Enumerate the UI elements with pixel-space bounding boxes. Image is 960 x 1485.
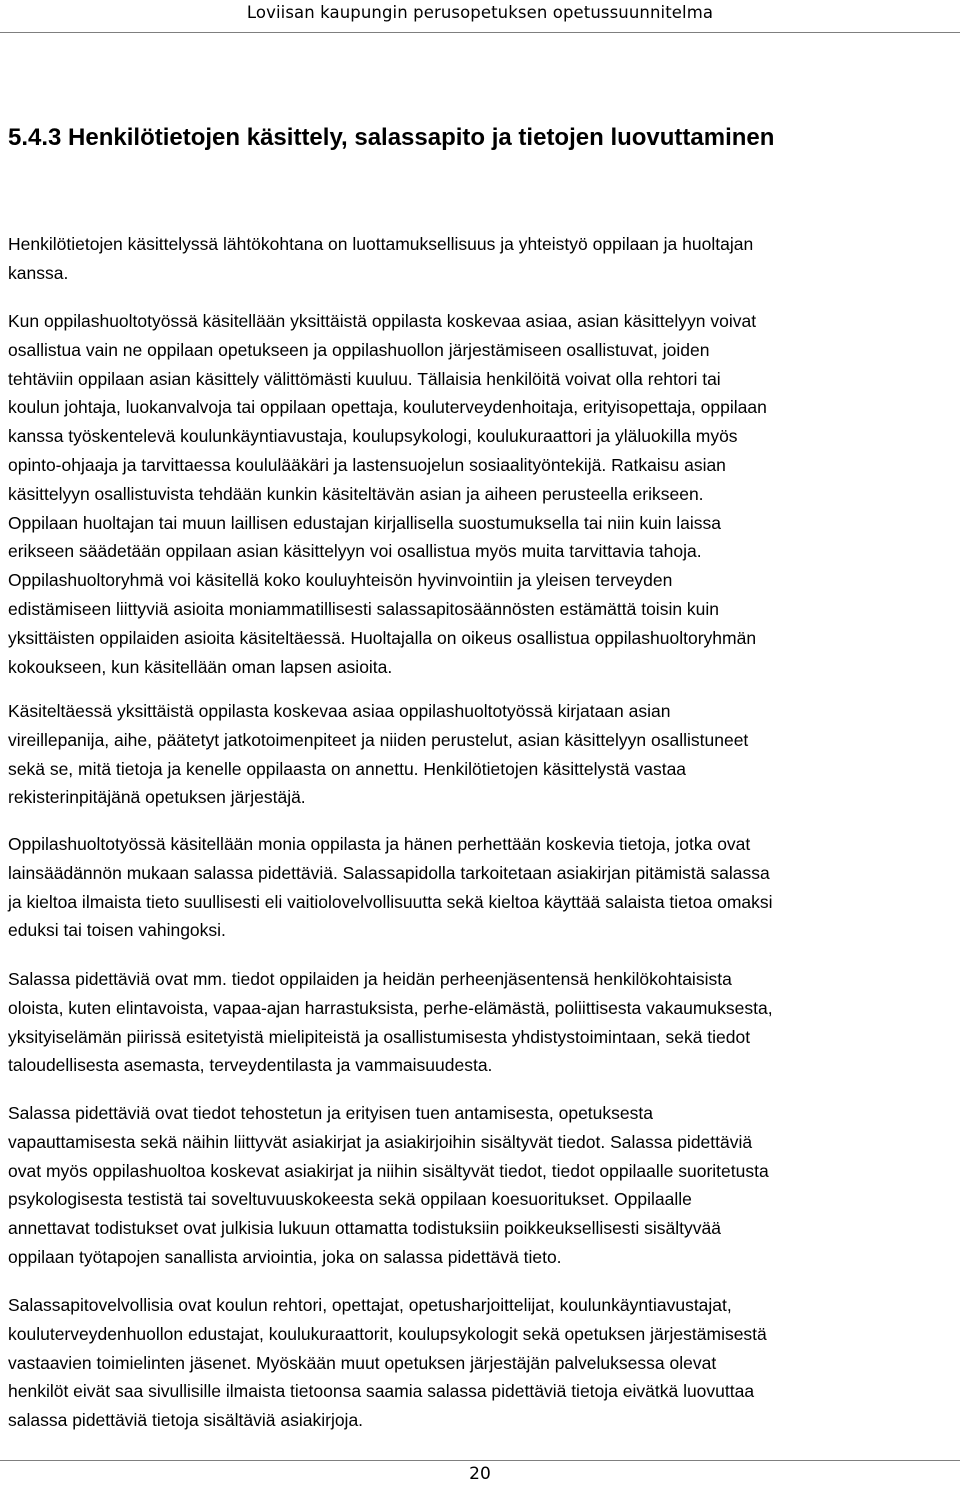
text-line: henkilöt eivät saa sivullisille ilmaista tietoonsa saamia salassa pidettäviä tietoja eivätkä luovuttaa: [8, 1381, 755, 1402]
text-line: yksittäisten oppilaiden asioita käsiteltäessä. Huoltajalla on oikeus osallistua oppilashuoltoryhmän: [8, 627, 757, 648]
text-line: eduksi tai toisen vahingoksi.: [8, 920, 226, 941]
text-line: annettavat todistukset ovat julkisia lukuun ottamatta todistuksiin poikkeuksellisesti sisältyvää: [8, 1218, 722, 1239]
text-line: vapauttamisesta sekä näihin liittyvät asiakirjat ja asiakirjoihin sisältyvät tiedot. Salassa pidettäviä: [8, 1131, 753, 1152]
text-line: edistämiseen liittyviä asioita moniammatillisesti salassapitosäännösten estämättä toisin kuin: [8, 598, 720, 619]
text-line: oloista, kuten elintavoista, vapaa-ajan harrastuksista, perhe-elämästä, poliittisesta vakaumuksesta,: [8, 997, 773, 1018]
footer-divider: [0, 1460, 960, 1461]
text-line: opinto-ohjaaja ja tarvittaessa koululääkäri ja lastensuojelun sosiaalityöntekijä. Ratkaisu asian: [8, 454, 726, 475]
text-line: erikseen säädetään oppilaan asian käsittelyyn voi osallistua myös muita tarvittavia tahoja.: [8, 541, 702, 562]
paragraph-4: [8, 830, 958, 945]
text-line: Salassa pidettäviä ovat tiedot tehostetun ja erityisen tuen antamisesta, opetuksesta: [8, 1103, 653, 1123]
text-line: Oppilaan huoltajan tai muun laillisen edustajan kirjallisella suostumuksella tai niin kuin laissa: [8, 512, 722, 533]
text-line: kokoukseen, kun käsitellään oman lapsen asioita.: [8, 656, 393, 677]
paragraph-7: [8, 1291, 958, 1435]
page-number: 20: [469, 1464, 491, 1484]
section-heading: 5.4.3 Henkilötietojen käsittely, salassapito ja tietojen luovuttaminen: [8, 124, 775, 151]
text-line: sekä se, mitä tietoja ja kenelle oppilaasta on annettu. Henkilötietojen käsittelystä vastaa: [8, 758, 687, 779]
text-line: oppilaan työtapojen sanallista arviointia, joka on salassa pidettävä tieto.: [8, 1246, 562, 1267]
text-line: käsittelyyn osallistuvista tehdään kunkin käsiteltävän asian ja aiheen perusteella erikseen.: [8, 483, 704, 504]
text-line: koulun johtaja, luokanvalvoja tai oppilaan opettaja, kouluterveydenhoitaja, erityisopettaja, oppilaan: [8, 397, 767, 418]
text-line: Oppilashuoltoryhmä voi käsitellä koko kouluyhteisön hyvinvointiin ja yleisen terveyden: [8, 570, 673, 591]
text-line: Salassapitovelvollisia ovat koulun rehtori, opettajat, opetusharjoittelijat, koulunkäyntiavustajat,: [8, 1295, 732, 1315]
header-divider: [0, 32, 960, 33]
text-line: rekisterinpitäjänä opetuksen järjestäjä.: [8, 787, 306, 808]
paragraph-1: [8, 230, 958, 288]
text-line: ovat myös oppilashuoltoa koskevat asiakirjat ja niihin sisältyvät tiedot, tiedot oppilaalle suoritetusta: [8, 1160, 769, 1181]
text-line: yksityiselämän piirissä esitetyistä mielipiteistä ja osallistumisesta yhdistystoimintaan, sekä tiedot: [8, 1026, 751, 1047]
text-line: taloudellisesta asemasta, terveydentilasta ja vammaisuudesta.: [8, 1055, 493, 1076]
text-line: vireillepanija, aihe, päätetyt jatkotoimenpiteet ja niiden perustelut, asian käsittelyyn osallistuneet: [8, 729, 749, 750]
text-line: kouluterveydenhuollon edustajat, koulukuraattorit, koulupsykologit sekä opetuksen järjestämisestä: [8, 1323, 767, 1344]
text-line: kanssa työskentelevä koulunkäyntiavustaja, koulupsykologi, koulukuraattori ja yläluokilla myös: [8, 426, 738, 447]
text-line: kanssa.: [8, 262, 69, 283]
paragraph-5: [8, 965, 958, 1080]
paragraph-6: [8, 1099, 958, 1272]
text-line: Salassa pidettäviä ovat mm. tiedot oppilaiden ja heidän perheenjäsentensä henkilökohtaisista: [8, 969, 732, 989]
text-line: psykologisesta testistä tai soveltuvuuskokeesta sekä oppilaan koesuoritukset. Oppilaalle: [8, 1189, 692, 1210]
paragraph-2: [8, 307, 958, 681]
text-line: lainsäädännön mukaan salassa pidettäviä. Salassapidolla tarkoitetaan asiakirjan pitämistä salassa: [8, 862, 770, 883]
paragraph-3: [8, 697, 958, 812]
running-header: Loviisan kaupungin perusopetuksen opetussuunnitelma: [246, 3, 714, 22]
text-line: Käsiteltäessä yksittäistä oppilasta koskevaa asiaa oppilashuoltotyössä kirjataan asian: [8, 701, 671, 721]
text-line: Kun oppilashuoltotyössä käsitellään yksittäistä oppilasta koskevaa asiaa, asian käsittelyyn voivat: [8, 311, 757, 331]
text-line: osallistua vain ne oppilaan opetukseen ja oppilashuollon järjestämiseen osallistuvat, joiden: [8, 339, 710, 360]
text-line: tehtäviin oppilaan asian käsittely välittömästi kuuluu. Tällaisia henkilöitä voivat olla rehtori tai: [8, 368, 721, 389]
text-line: ja kieltoa ilmaista tieto suullisesti eli vaitiolovelvollisuutta sekä kieltoa käyttää salaista tietoa omaksi: [8, 891, 773, 912]
text-line: Oppilashuoltotyössä käsitellään monia oppilasta ja hänen perhettään koskevia tietoja, jotka ovat: [8, 834, 751, 854]
text-line: Henkilötietojen käsittelyssä lähtökohtana on luottamuksellisuus ja yhteistyö oppilaan ja huoltajan: [8, 234, 754, 254]
text-line: salassa pidettäviä tietoja sisältäviä asiakirjoja.: [8, 1410, 364, 1431]
text-line: vastaavien toimielinten jäsenet. Myöskään muut opetuksen järjestäjän palveluksessa olevat: [8, 1352, 717, 1373]
